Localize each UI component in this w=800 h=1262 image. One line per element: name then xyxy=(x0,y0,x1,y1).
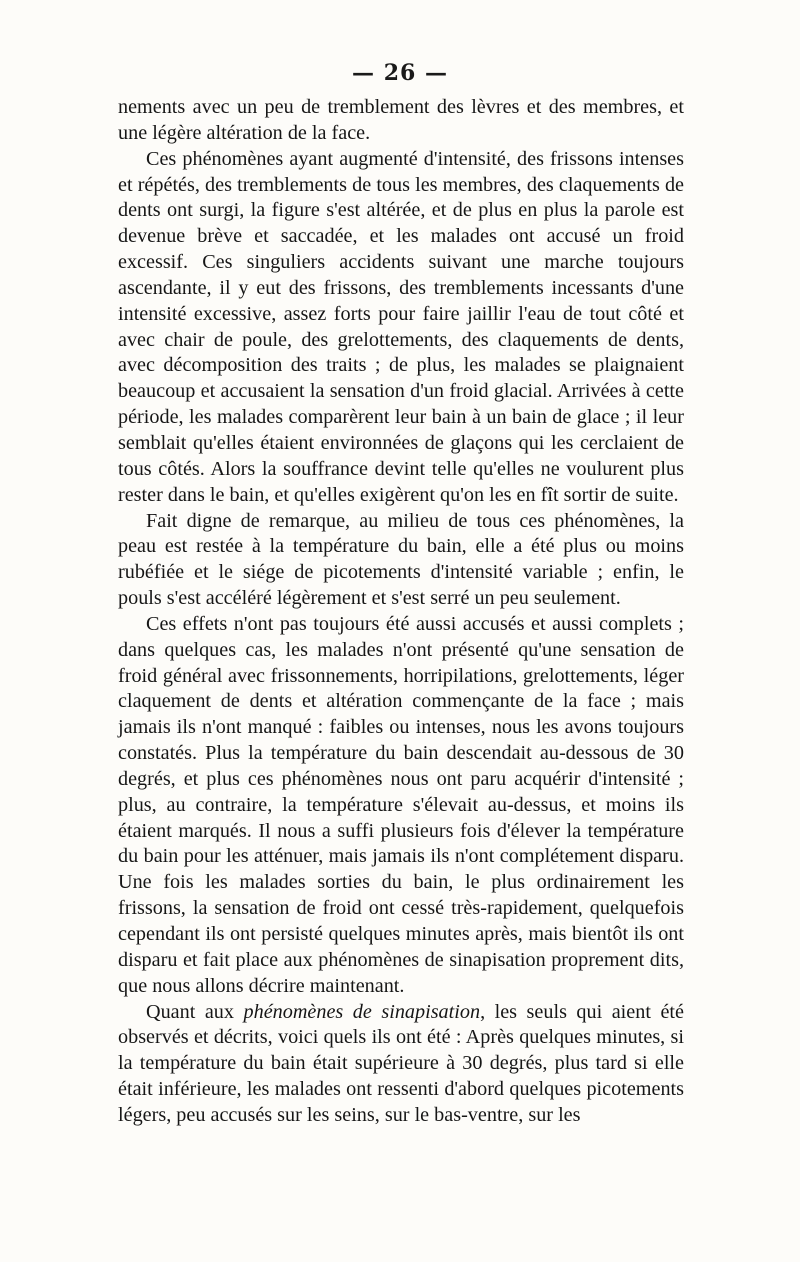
paragraph-continuation: nements avec un peu de tremblement des lèvres et des membres, et une légère altération de la face. xyxy=(118,96,684,144)
page-number: — 26 — xyxy=(352,60,448,86)
paragraph-frissons: Ces phénomènes ayant augmenté d'intensité, des frissons intenses et répétés, des tremblements de tous les membres, des claquements de dents ont surgi, la figure s'est altérée, et de plus en plus la parole est devenue brève et saccadée, et les malades ont accusé un froid excessif. Ces singuliers accidents suivant une marche toujours ascendante, il y eut des frissons, des tremblements incessants d'une intensité excessive, assez forts pour faire jaillir l'eau de tout côté et avec chair de poule, des grelottements, des claquements de dents, avec décomposition des traits ; de plus, les malades se plaignaient beaucoup et accusaient la sensation d'un froid glacial. Arrivées à cette période, les malades comparèrent leur bain à un bain de glace ; il leur semblait qu'elles étaient environnées de glaçons qui les cerclaient de tous côtés. Alors la souffrance devint telle qu'elles ne voulurent plus rester dans le bain, et qu'elles exigèrent qu'on les en fît sortir de suite. xyxy=(118,147,684,506)
body-text xyxy=(118,95,684,1129)
paragraph-effets: Ces effets n'ont pas toujours été aussi accusés et aussi complets ; dans quelques cas, les malades n'ont présenté qu'une sensation de froid général avec frissonnements, horripilations, grelottements, léger claquement de dents et altération commençante de la face ; mais jamais ils n'ont manqué : faibles ou intenses, nous les avons toujours constatés. Plus la température du bain descendait au-dessous de 30 degrés, et plus ces phénomènes nous ont paru acquérir d'intensité ; plus, au contraire, la température s'élevait au-dessus, et moins ils étaient marqués. Il nous a suffi plusieurs fois d'élever la température du bain pour les atténuer, mais jamais ils n'ont complétement disparu. Une fois les malades sorties du bain, le plus ordinairement les frissons, la sensation de froid ont cessé très-rapidement, quelquefois cependant ils ont persisté quelques minutes après, mais bientôt ils ont disparu et fait place aux phénomènes de sinapisation proprement dits, que nous allons décrire maintenant. xyxy=(118,612,684,997)
sinapisation-lead-text: Quant aux xyxy=(146,1000,244,1023)
paragraph-fait-digne: Fait digne de remarque, au milieu de tous ces phénomènes, la peau est restée à la température du bain, elle a été plus ou moins rubéfiée et le siége de picotements d'intensité variable ; enfin, le pouls s'est accéléré légèrement et s'est serré un peu seulement. xyxy=(118,509,684,610)
sinapisation-rest-text: , les seuls qui aient été observés et décrits, voici quels ils ont été : Après quelques minutes, si la température du bain était supérieure à 30 degrés, plus tard si elle était inférieure, les malades ont ressenti d'abord quelques picotements légers, peu accusés sur les seins, sur le bas-ventre, sur les xyxy=(118,1000,684,1126)
paragraph-sinapisation xyxy=(118,1000,684,1129)
sinapisation-italic-term: phénomènes de sinapisation xyxy=(243,1000,481,1023)
